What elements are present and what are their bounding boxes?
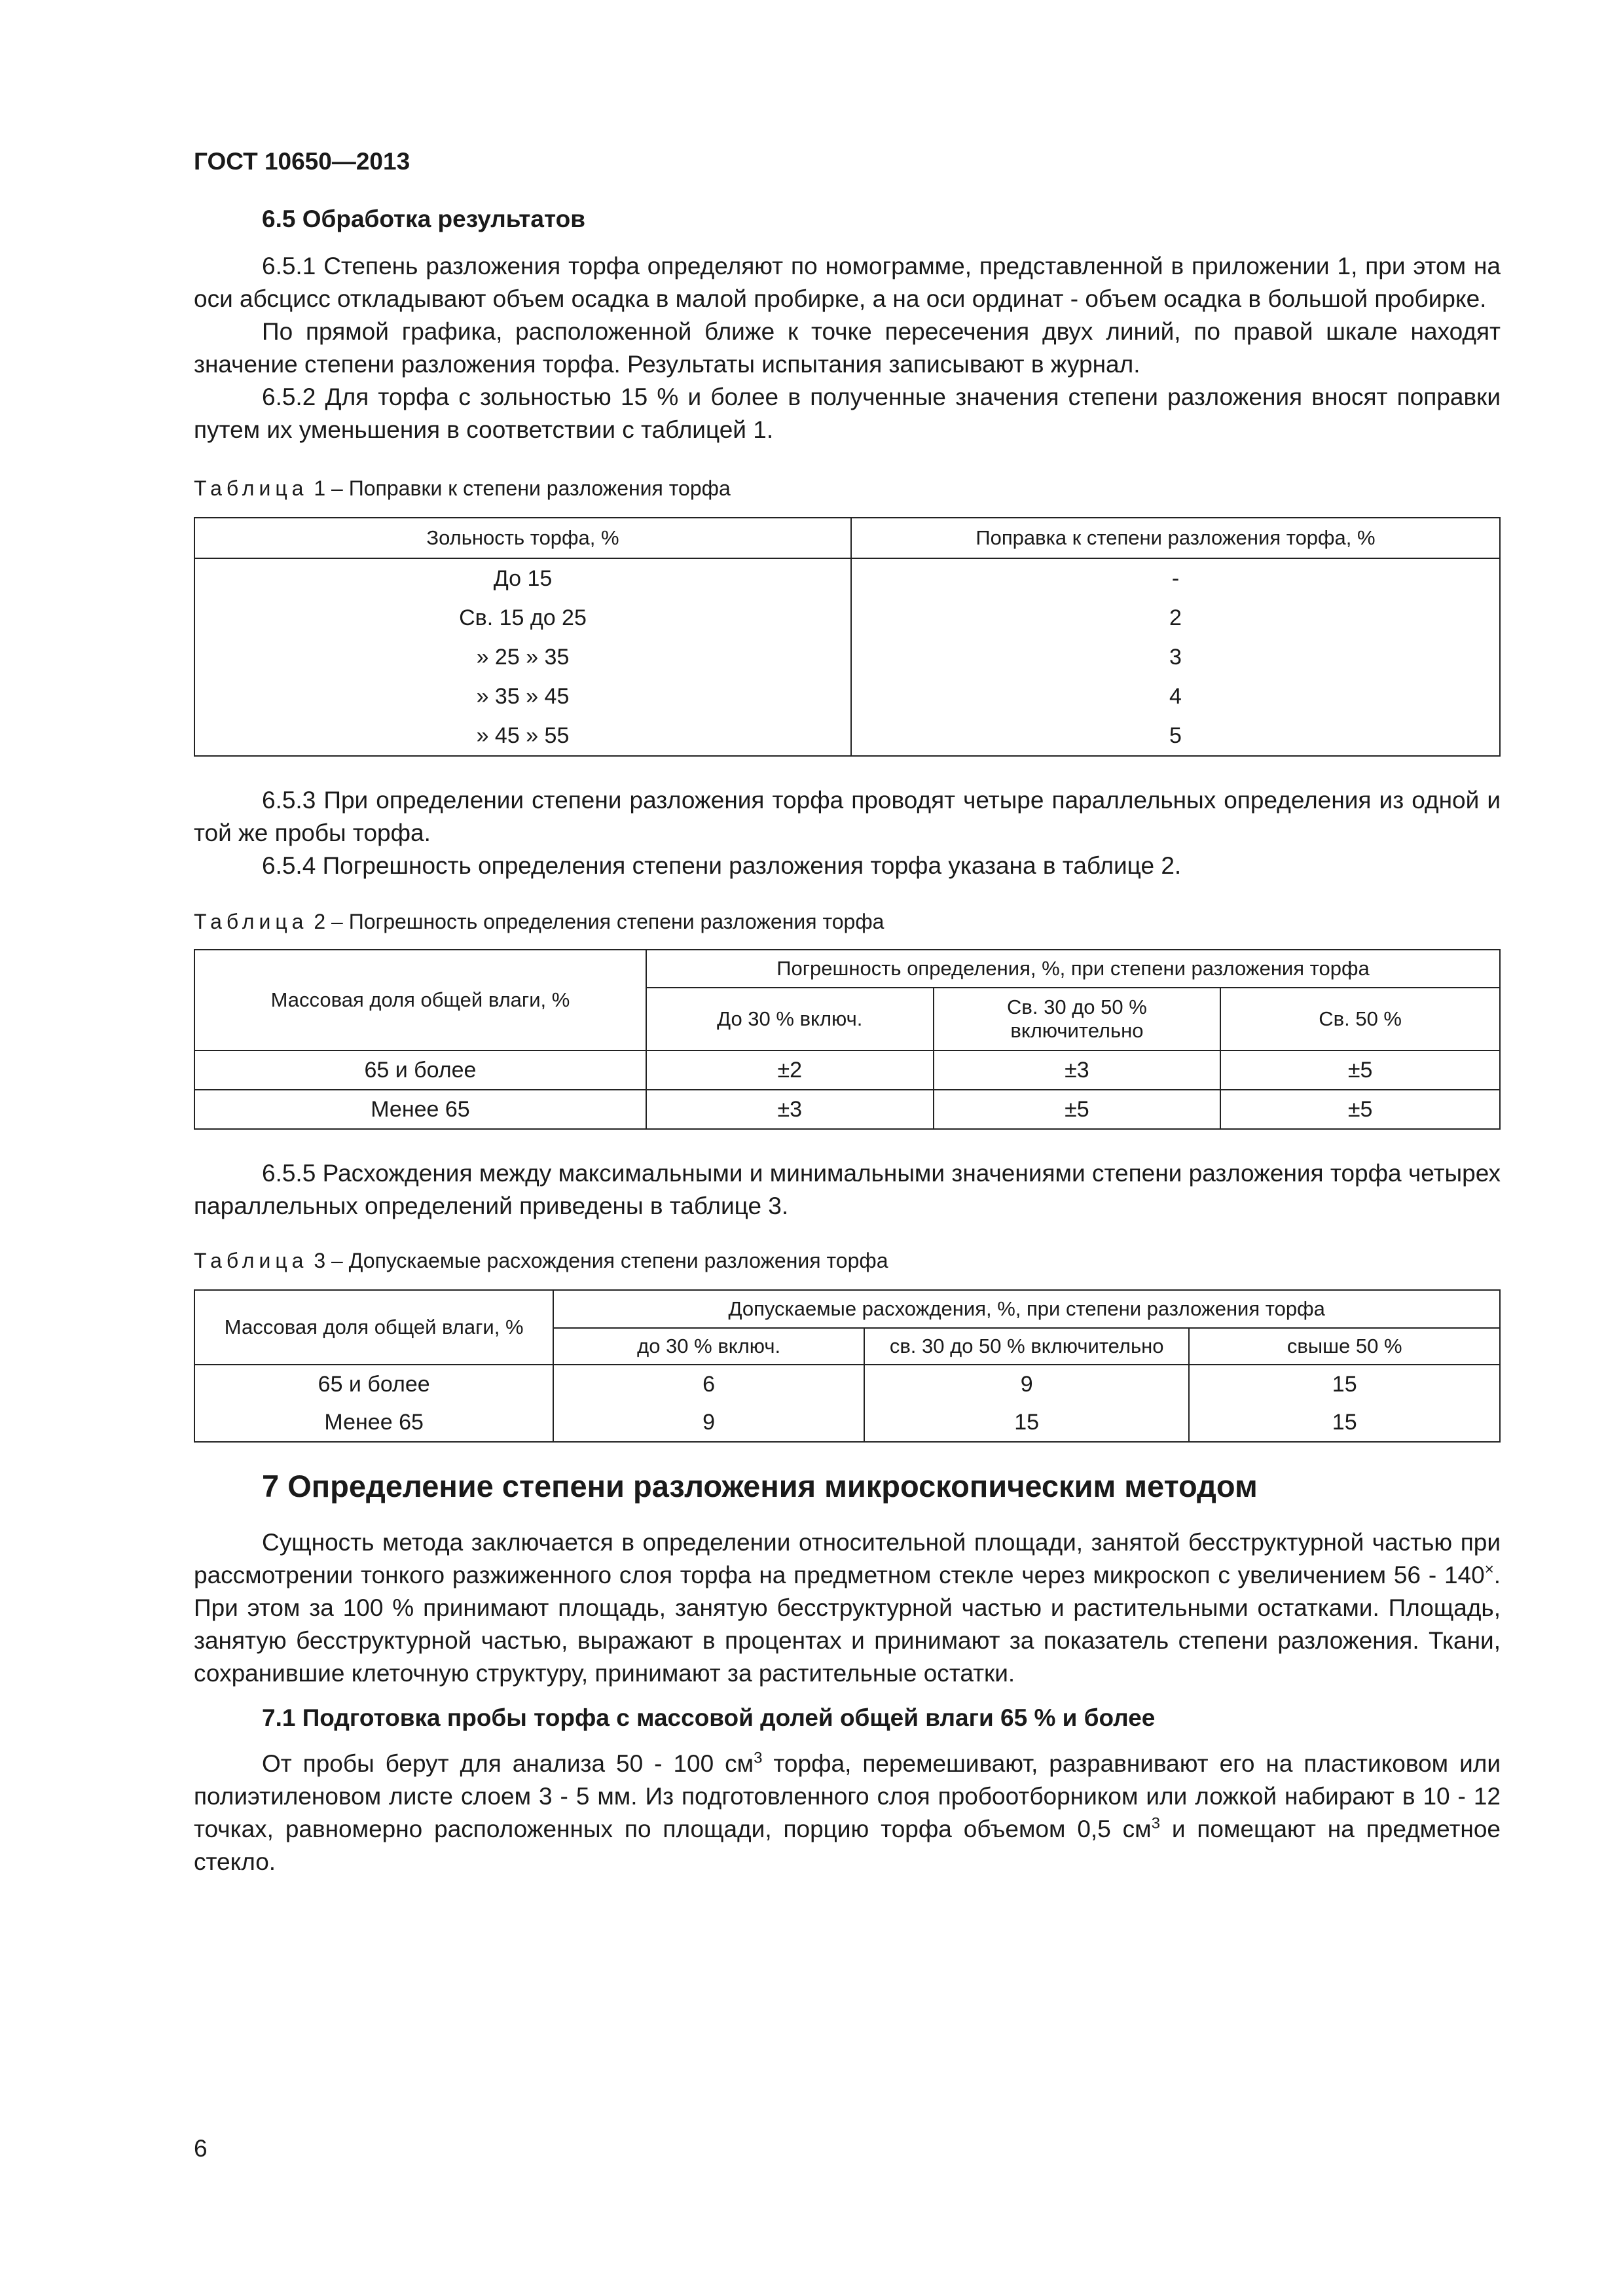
paragraph-6-5-1-cont: По прямой графика, расположенной ближе к точке пересечения двух линий, по правой шкале находят значение степени разложения торфа. Результаты испытания записывают в журнал. <box>194 318 1501 378</box>
table1-cell: 5 <box>851 716 1500 756</box>
paragraph-7-intro <box>194 1526 1501 1690</box>
table3-subheader-cell: до 30 % включ. <box>553 1328 864 1365</box>
paragraph-7-1-c: и помещают на предметное стекло. <box>194 1816 1501 1875</box>
table3-cell: 15 <box>1189 1403 1500 1442</box>
table3-caption-text: 3 – Допускаемые расхождения степени разложения торфа <box>308 1249 888 1272</box>
table2-header-row <box>194 950 1500 988</box>
table3-group-header: Допускаемые расхождения, %, при степени разложения торфа <box>553 1290 1500 1328</box>
table2-subheader-cell: Св. 50 % <box>1220 988 1500 1050</box>
table3-cell: 15 <box>1189 1365 1500 1403</box>
section-6-5-title: 6.5 Обработка результатов <box>262 206 585 232</box>
table3-header-row <box>194 1290 1500 1328</box>
table2-group-header: Погрешность определения, %, при степени разложения торфа <box>646 950 1500 988</box>
table1 <box>194 517 1501 757</box>
table1-cell: - <box>851 558 1500 598</box>
table-row <box>194 637 1500 677</box>
table3-cell: 9 <box>553 1403 864 1442</box>
table2-cell: Менее 65 <box>194 1090 646 1129</box>
page-content <box>194 203 1501 1878</box>
table1-caption-text: 1 – Поправки к степени разложения торфа <box>308 476 731 500</box>
table2 <box>194 949 1501 1130</box>
table3-subheader-cell: св. 30 до 50 % включительно <box>864 1328 1190 1365</box>
table2-caption-prefix: Таблица <box>194 910 308 933</box>
paragraph-6-5-2: 6.5.2 Для торфа с зольностью 15 % и более в полученные значения степени разложения вносят поправки путем их уменьшения в соответствии с таблицей 1. <box>194 384 1501 443</box>
cm3-sup: 3 <box>1151 1814 1160 1833</box>
table2-cell: ±5 <box>1220 1090 1500 1129</box>
table2-caption <box>194 907 1501 936</box>
table1-caption <box>194 474 1501 503</box>
table1-cell: 3 <box>851 637 1500 677</box>
table3-cell: 9 <box>864 1365 1190 1403</box>
paragraph-6-5-4: 6.5.4 Погрешность определения степени разложения торфа указана в таблице 2. <box>262 852 1182 879</box>
paragraph-6-5-5: 6.5.5 Расхождения между максимальными и минимальными значениями степени разложения торфа четырех параллельных определений приведены в таблице 3. <box>194 1160 1501 1219</box>
table3 <box>194 1289 1501 1443</box>
table1-cell: 2 <box>851 598 1500 637</box>
table1-header-cell: Поправка к степени разложения торфа, % <box>851 518 1500 558</box>
table1-caption-prefix: Таблица <box>194 476 308 500</box>
table3-caption <box>194 1246 1501 1275</box>
table2-caption-text: 2 – Погрешность определения степени разложения торфа <box>308 910 884 933</box>
table2-cell: ±2 <box>646 1050 934 1090</box>
paragraph-7-1 <box>194 1748 1501 1878</box>
table3-cell: 15 <box>864 1403 1190 1442</box>
table-row <box>194 1403 1500 1442</box>
paragraph-6-5-3: 6.5.3 При определении степени разложения торфа проводят четыре параллельных определения из одной и той же пробы торфа. <box>194 787 1501 846</box>
table2-subheader-cell: Св. 30 до 50 % включительно <box>934 988 1221 1050</box>
table3-subheader-cell: свыше 50 % <box>1189 1328 1500 1365</box>
table2-cell: ±5 <box>934 1090 1221 1129</box>
table-row <box>194 1090 1500 1129</box>
table1-cell: » 35 » 45 <box>476 683 570 709</box>
table3-cell: Менее 65 <box>194 1403 553 1442</box>
table3-caption-prefix: Таблица <box>194 1249 308 1272</box>
paragraph-7-intro-a: Сущность метода заключается в определении относительной площади, занятой бесструктурной частью при рассмотрении тонкого разжиженного слоя торфа на предметном стекле через микроскоп с увеличением 56 - 140 <box>194 1529 1501 1588</box>
table-row <box>194 1365 1500 1403</box>
section-7-1-title: 7.1 Подготовка пробы торфа с массовой долей общей влаги 65 % и более <box>262 1704 1156 1731</box>
table1-header-cell: Зольность торфа, % <box>194 518 851 558</box>
table-row <box>194 598 1500 637</box>
page-number: 6 <box>194 2135 208 2162</box>
table-row <box>194 677 1500 716</box>
table-row <box>194 558 1500 598</box>
table1-header-row <box>194 518 1500 558</box>
table3-cell: 6 <box>553 1365 864 1403</box>
table1-cell: » 25 » 35 <box>476 644 570 670</box>
table2-row-header: Массовая доля общей влаги, % <box>194 950 646 1050</box>
section-7-title: 7 Определение степени разложения микроскопическим методом <box>262 1469 1258 1503</box>
table2-subheader-cell: До 30 % включ. <box>646 988 934 1050</box>
magnification-sup: × <box>1484 1560 1494 1579</box>
table3-cell: 65 и более <box>194 1365 553 1403</box>
document-id: ГОСТ 10650—2013 <box>194 148 410 175</box>
table2-cell: 65 и более <box>194 1050 646 1090</box>
table1-cell: До 15 <box>493 565 553 591</box>
table-row <box>194 716 1500 756</box>
cm3-sup: 3 <box>754 1749 763 1767</box>
paragraph-7-1-b: торфа, перемешивают, разравнивают его на пластиковом или полиэтиленовом листе слоем 3 - 5 мм. Из подготовленного слоя пробоотборником или ложкой набирают в 10 - 12 точках, равномерно расположенных по площади, порцию торфа объемом 0,5 см <box>194 1750 1501 1842</box>
paragraph-7-1-a: От пробы берут для анализа 50 - 100 см <box>262 1750 754 1777</box>
table2-cell: ±3 <box>646 1090 934 1129</box>
table1-cell: 4 <box>851 677 1500 716</box>
paragraph-7-intro-b: . При этом за 100 % принимают площадь, занятую бесструктурной частью и растительными остатками. Площадь, занятую бесструктурной частью, выражают в процентах и принимают за показатель степени разложения. Ткани, сохранившие клеточную структуру, принимают за растительные остатки. <box>194 1562 1501 1687</box>
paragraph-6-5-1: 6.5.1 Степень разложения торфа определяют по номограмме, представленной в приложении 1, при этом на оси абсцисс откладывают объем осадка в малой пробирке, а на оси ординат - объем осадка в большой пробирке. <box>194 253 1501 312</box>
table3-row-header: Массовая доля общей влаги, % <box>194 1290 553 1365</box>
table1-cell: » 45 » 55 <box>476 723 570 748</box>
table1-cell: Св. 15 до 25 <box>459 605 587 630</box>
table2-cell: ±3 <box>934 1050 1221 1090</box>
table-row <box>194 1050 1500 1090</box>
table2-cell: ±5 <box>1220 1050 1500 1090</box>
